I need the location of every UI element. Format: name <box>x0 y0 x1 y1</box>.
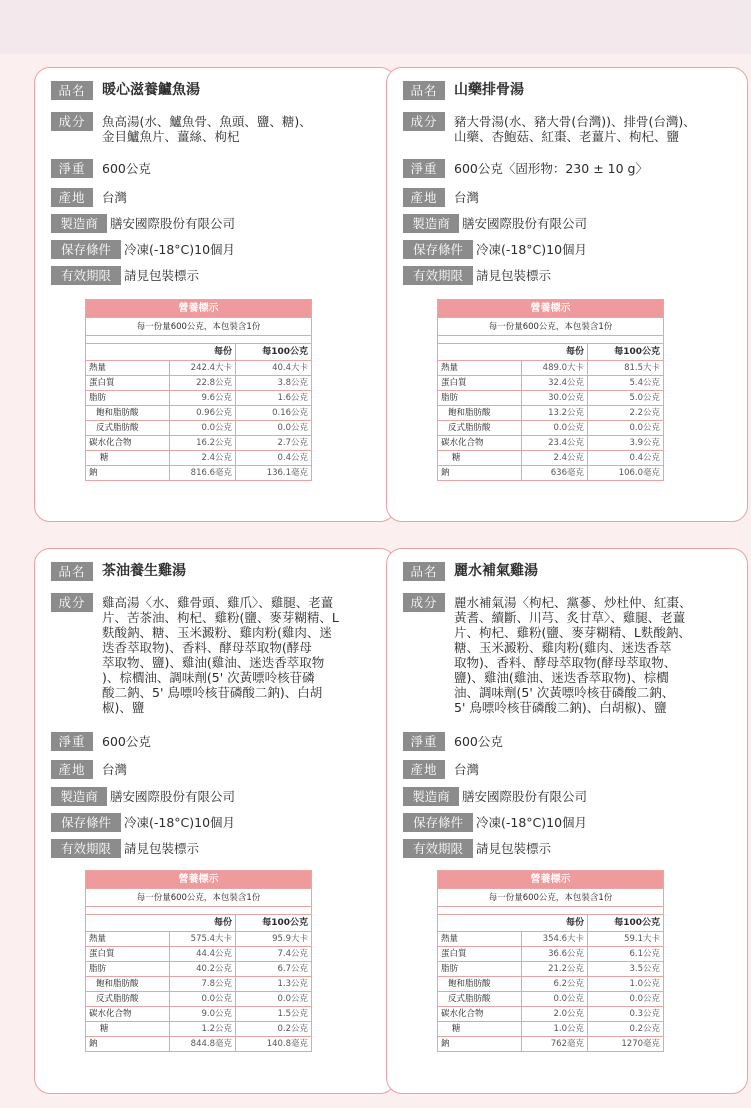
table-row <box>86 932 312 947</box>
per-serving-value: 575.4大卡 <box>170 932 236 947</box>
origin-label: 產地 <box>403 188 445 207</box>
product-name: 暖心滋養鱸魚湯 <box>102 82 200 98</box>
ingredients-label: 成分 <box>403 593 445 612</box>
per-100g-value: 0.0公克 <box>236 421 312 436</box>
table-row <box>86 406 312 421</box>
expiry-value: 請見包裝標示 <box>476 268 552 283</box>
ingredients-line: 糖、玉米澱粉、雞肉粉(雞肉、迷迭香萃 <box>454 640 672 655</box>
nutrient-label: 反式脂肪酸 <box>438 421 522 436</box>
ingredients-label: 成分 <box>51 112 93 131</box>
net-weight-label: 淨重 <box>51 732 93 751</box>
table-row <box>86 466 312 481</box>
per-100g-value: 5.4公克 <box>588 376 664 391</box>
nutrient-label: 蛋白質 <box>86 947 170 962</box>
blank-header <box>86 344 170 361</box>
storage-label: 保存條件 <box>51 240 121 259</box>
net-weight-label: 淨重 <box>51 159 93 178</box>
ingredients-text <box>454 593 692 715</box>
per-serving-header: 每份 <box>522 915 588 932</box>
nutrient-label: 飽和脂肪酸 <box>86 977 170 992</box>
manufacturer-label: 製造商 <box>51 214 107 233</box>
expiry-value: 請見包裝標示 <box>476 841 552 856</box>
blank-header <box>438 915 522 932</box>
per-serving-value: 44.4公克 <box>170 947 236 962</box>
nutrient-label: 鈉 <box>438 466 522 481</box>
per-100g-value: 0.2公克 <box>236 1022 312 1037</box>
product-card-0 <box>34 67 396 522</box>
per-serving-value: 16.2公克 <box>170 436 236 451</box>
nutrient-label: 脂肪 <box>438 962 522 977</box>
nutrient-label: 脂肪 <box>438 391 522 406</box>
ingredients-text <box>102 112 312 144</box>
ingredients-line: 魚高湯(水、鱸魚骨、魚頭、鹽、糖)、 <box>102 114 312 129</box>
nutrient-label: 糖 <box>86 1022 170 1037</box>
per-100g-value: 7.4公克 <box>236 947 312 962</box>
per-serving-value: 0.96公克 <box>170 406 236 421</box>
table-row <box>86 451 312 466</box>
per-serving-value: 2.4公克 <box>522 451 588 466</box>
serving-info: 每一份量600公克，本包裝含1份 <box>86 318 312 336</box>
per-100g-value: 81.5大卡 <box>588 361 664 376</box>
nutrient-label: 飽和脂肪酸 <box>438 406 522 421</box>
net-weight-label: 淨重 <box>403 732 445 751</box>
nutrient-label: 熱量 <box>86 361 170 376</box>
per-serving-value: 7.8公克 <box>170 977 236 992</box>
per-serving-value: 636毫克 <box>522 466 588 481</box>
per-100g-value: 1.0公克 <box>588 977 664 992</box>
per-serving-value: 40.2公克 <box>170 962 236 977</box>
per-serving-value: 21.2公克 <box>522 962 588 977</box>
ingredients-line: 5' 鳥嘌呤核苷磷酸二鈉)、白胡椒)、鹽 <box>454 700 667 715</box>
expiry-label: 有效期限 <box>51 839 121 858</box>
per-serving-value: 23.4公克 <box>522 436 588 451</box>
per-serving-value: 6.2公克 <box>522 977 588 992</box>
ingredients-text <box>454 112 696 144</box>
nutrient-label: 糖 <box>438 451 522 466</box>
per-100g-header: 每100公克 <box>236 344 312 361</box>
product-card-1 <box>386 67 748 522</box>
ingredients-line: 麩酸鈉、糖、玉米澱粉、雞肉粉(雞肉、迷 <box>102 625 332 640</box>
nutrient-label: 糖 <box>438 1022 522 1037</box>
net-weight-label: 淨重 <box>403 159 445 178</box>
per-100g-value: 0.2公克 <box>588 1022 664 1037</box>
nutrient-label: 熱量 <box>86 932 170 947</box>
per-serving-value: 0.0公克 <box>170 421 236 436</box>
ingredients-line: 片、枸杞、雞粉(鹽、麥芽糊精、L麩酸鈉、 <box>454 625 691 640</box>
storage-value: 冷凍(-18°C)10個月 <box>476 815 588 830</box>
nutrient-label: 蛋白質 <box>438 947 522 962</box>
net-weight-value: 600公克 <box>454 734 503 749</box>
table-row <box>86 992 312 1007</box>
per-100g-value: 0.0公克 <box>236 992 312 1007</box>
table-row <box>86 1037 312 1052</box>
nutrient-label: 蛋白質 <box>86 376 170 391</box>
spacer <box>86 336 312 344</box>
origin-label: 產地 <box>403 760 445 779</box>
name-label: 品名 <box>403 562 445 581</box>
top-band <box>0 0 751 54</box>
product-card-2 <box>34 548 396 1094</box>
per-serving-value: 816.6毫克 <box>170 466 236 481</box>
nutrient-label: 碳水化合物 <box>438 1007 522 1022</box>
nutrient-label: 飽和脂肪酸 <box>438 977 522 992</box>
ingredients-line: )、棕櫚油、調味劑(5' 次黃嘌呤核苷磷 <box>102 670 315 685</box>
expiry-label: 有效期限 <box>403 266 473 285</box>
per-serving-value: 762毫克 <box>522 1037 588 1052</box>
nutrition-title: 營養標示 <box>438 871 664 889</box>
table-row <box>438 947 664 962</box>
nutrient-label: 鈉 <box>86 466 170 481</box>
ingredients-line: 麗水補氣湯〈枸杞、黨蔘、炒杜仲、紅棗、 <box>454 595 692 610</box>
per-100g-value: 40.4大卡 <box>236 361 312 376</box>
per-serving-value: 844.8毫克 <box>170 1037 236 1052</box>
per-100g-value: 106.0毫克 <box>588 466 664 481</box>
per-serving-header: 每份 <box>170 344 236 361</box>
per-serving-value: 32.4公克 <box>522 376 588 391</box>
per-100g-value: 1.5公克 <box>236 1007 312 1022</box>
manufacturer-label: 製造商 <box>51 787 107 806</box>
per-100g-value: 3.8公克 <box>236 376 312 391</box>
per-100g-value: 6.1公克 <box>588 947 664 962</box>
nutrient-label: 脂肪 <box>86 391 170 406</box>
table-row <box>438 421 664 436</box>
per-100g-value: 0.0公克 <box>588 992 664 1007</box>
nutrition-title: 營養標示 <box>86 871 312 889</box>
manufacturer-label: 製造商 <box>403 787 459 806</box>
per-100g-value: 1.6公克 <box>236 391 312 406</box>
per-100g-header: 每100公克 <box>236 915 312 932</box>
spacer <box>438 336 664 344</box>
ingredients-line: 片、苦茶油、枸杞、雞粉(鹽、麥芽糊精、L <box>102 610 339 625</box>
ingredients-line: 油、調味劑(5' 次黃嘌呤核苷磷酸二鈉、 <box>454 685 675 700</box>
table-row <box>438 436 664 451</box>
per-100g-value: 136.1毫克 <box>236 466 312 481</box>
origin-value: 台灣 <box>102 762 128 777</box>
table-row <box>86 391 312 406</box>
per-serving-value: 242.4大卡 <box>170 361 236 376</box>
per-100g-value: 0.16公克 <box>236 406 312 421</box>
per-serving-value: 9.0公克 <box>170 1007 236 1022</box>
serving-info: 每一份量600公克，本包裝含1份 <box>438 889 664 907</box>
nutrient-label: 碳水化合物 <box>86 1007 170 1022</box>
table-row <box>86 1022 312 1037</box>
origin-label: 產地 <box>51 760 93 779</box>
origin-value: 台灣 <box>454 762 480 777</box>
ingredients-label: 成分 <box>51 593 93 612</box>
storage-label: 保存條件 <box>403 240 473 259</box>
origin-value: 台灣 <box>454 190 480 205</box>
ingredients-line: 黃耆、續斷、川芎、炙甘草〉、雞腿、老薑 <box>454 610 686 625</box>
per-100g-value: 0.0公克 <box>588 421 664 436</box>
table-row <box>86 376 312 391</box>
ingredients-line: 金目鱸魚片、薑絲、枸杞 <box>102 129 240 144</box>
nutrient-label: 碳水化合物 <box>438 436 522 451</box>
product-name: 山藥排骨湯 <box>454 82 524 98</box>
ingredients-line: 椒)、鹽 <box>102 700 145 715</box>
table-row <box>86 977 312 992</box>
nutrient-label: 反式脂肪酸 <box>438 992 522 1007</box>
per-serving-value: 0.0公克 <box>170 992 236 1007</box>
storage-value: 冷凍(-18°C)10個月 <box>476 242 588 257</box>
ingredients-line: 雞高湯〈水、雞骨頭、雞爪〉、雞腿、老薑 <box>102 595 334 610</box>
table-row <box>86 962 312 977</box>
per-serving-value: 2.0公克 <box>522 1007 588 1022</box>
nutrition-table <box>85 299 312 481</box>
storage-value: 冷凍(-18°C)10個月 <box>124 815 236 830</box>
table-row <box>438 361 664 376</box>
per-100g-header: 每100公克 <box>588 344 664 361</box>
nutrient-label: 糖 <box>86 451 170 466</box>
nutrition-table <box>437 299 664 481</box>
table-row <box>86 436 312 451</box>
name-label: 品名 <box>51 562 93 581</box>
per-serving-value: 22.8公克 <box>170 376 236 391</box>
ingredients-line: 迭香萃取物)、香料、酵母萃取物(酵母 <box>102 640 312 655</box>
nutrient-label: 熱量 <box>438 361 522 376</box>
ingredients-line: 鹽)、雞油(雞油、迷迭香萃取物)、棕櫚 <box>454 670 669 685</box>
product-card-3 <box>386 548 748 1094</box>
blank-header <box>86 915 170 932</box>
table-row <box>86 421 312 436</box>
per-100g-value: 6.7公克 <box>236 962 312 977</box>
product-name: 麗水補氣雞湯 <box>454 563 538 579</box>
per-100g-value: 3.5公克 <box>588 962 664 977</box>
table-row <box>86 361 312 376</box>
serving-info: 每一份量600公克，本包裝含1份 <box>86 889 312 907</box>
per-100g-value: 3.9公克 <box>588 436 664 451</box>
per-100g-value: 1.3公克 <box>236 977 312 992</box>
per-100g-value: 140.8毫克 <box>236 1037 312 1052</box>
table-row <box>438 977 664 992</box>
table-row <box>438 466 664 481</box>
per-100g-value: 95.9大卡 <box>236 932 312 947</box>
spacer <box>438 907 664 915</box>
manufacturer-label: 製造商 <box>403 214 459 233</box>
per-serving-value: 30.0公克 <box>522 391 588 406</box>
table-row <box>438 1007 664 1022</box>
per-100g-value: 0.3公克 <box>588 1007 664 1022</box>
per-100g-header: 每100公克 <box>588 915 664 932</box>
expiry-value: 請見包裝標示 <box>124 268 200 283</box>
blank-header <box>438 344 522 361</box>
serving-info: 每一份量600公克，本包裝含1份 <box>438 318 664 336</box>
table-row <box>438 1037 664 1052</box>
nutrition-title: 營養標示 <box>86 300 312 318</box>
per-100g-value: 2.2公克 <box>588 406 664 421</box>
table-row <box>438 932 664 947</box>
manufacturer-value: 膳安國際股份有限公司 <box>462 216 588 231</box>
manufacturer-value: 膳安國際股份有限公司 <box>110 789 236 804</box>
origin-label: 產地 <box>51 188 93 207</box>
spacer <box>86 907 312 915</box>
table-row <box>438 376 664 391</box>
nutrition-table <box>437 870 664 1052</box>
expiry-label: 有效期限 <box>51 266 121 285</box>
nutrient-label: 反式脂肪酸 <box>86 992 170 1007</box>
net-weight-value: 600公克〈固形物：230 ± 10 g〉 <box>454 161 648 176</box>
ingredients-line: 山藥、杏鮑菇、紅棗、老薑片、枸杞、鹽 <box>454 129 680 144</box>
ingredients-line: 取物)、香料、酵母萃取物(酵母萃取物、 <box>454 655 677 670</box>
per-serving-header: 每份 <box>522 344 588 361</box>
nutrient-label: 飽和脂肪酸 <box>86 406 170 421</box>
per-serving-value: 2.4公克 <box>170 451 236 466</box>
table-row <box>438 1022 664 1037</box>
origin-value: 台灣 <box>102 190 128 205</box>
table-row <box>438 962 664 977</box>
manufacturer-value: 膳安國際股份有限公司 <box>462 789 588 804</box>
table-row <box>438 391 664 406</box>
ingredients-line: 豬大骨湯(水、豬大骨(台灣))、排骨(台灣)、 <box>454 114 696 129</box>
expiry-value: 請見包裝標示 <box>124 841 200 856</box>
per-100g-value: 5.0公克 <box>588 391 664 406</box>
nutrient-label: 熱量 <box>438 932 522 947</box>
net-weight-value: 600公克 <box>102 161 151 176</box>
per-100g-value: 59.1大卡 <box>588 932 664 947</box>
storage-label: 保存條件 <box>51 813 121 832</box>
nutrient-label: 蛋白質 <box>438 376 522 391</box>
nutrition-title: 營養標示 <box>438 300 664 318</box>
name-label: 品名 <box>51 81 93 100</box>
table-row <box>438 406 664 421</box>
per-serving-value: 1.2公克 <box>170 1022 236 1037</box>
nutrient-label: 反式脂肪酸 <box>86 421 170 436</box>
name-label: 品名 <box>403 81 445 100</box>
per-serving-value: 36.6公克 <box>522 947 588 962</box>
nutrition-table <box>85 870 312 1052</box>
per-100g-value: 1270毫克 <box>588 1037 664 1052</box>
per-100g-value: 0.4公克 <box>588 451 664 466</box>
table-row <box>438 992 664 1007</box>
per-100g-value: 2.7公克 <box>236 436 312 451</box>
ingredients-line: 酸二鈉、5' 鳥嘌呤核苷磷酸二鈉)、白胡 <box>102 685 323 700</box>
nutrient-label: 鈉 <box>86 1037 170 1052</box>
nutrient-label: 脂肪 <box>86 962 170 977</box>
nutrient-label: 碳水化合物 <box>86 436 170 451</box>
table-row <box>86 1007 312 1022</box>
per-serving-header: 每份 <box>170 915 236 932</box>
per-100g-value: 0.4公克 <box>236 451 312 466</box>
per-serving-value: 1.0公克 <box>522 1022 588 1037</box>
ingredients-line: 萃取物、鹽)、雞油(雞油、迷迭香萃取物 <box>102 655 325 670</box>
per-serving-value: 0.0公克 <box>522 992 588 1007</box>
storage-label: 保存條件 <box>403 813 473 832</box>
per-serving-value: 489.0大卡 <box>522 361 588 376</box>
ingredients-text <box>102 593 339 715</box>
ingredients-label: 成分 <box>403 112 445 131</box>
expiry-label: 有效期限 <box>403 839 473 858</box>
per-serving-value: 0.0公克 <box>522 421 588 436</box>
nutrient-label: 鈉 <box>438 1037 522 1052</box>
manufacturer-value: 膳安國際股份有限公司 <box>110 216 236 231</box>
per-serving-value: 13.2公克 <box>522 406 588 421</box>
per-serving-value: 9.6公克 <box>170 391 236 406</box>
product-name: 茶油養生雞湯 <box>102 563 186 579</box>
storage-value: 冷凍(-18°C)10個月 <box>124 242 236 257</box>
table-row <box>86 947 312 962</box>
table-row <box>438 451 664 466</box>
per-serving-value: 354.6大卡 <box>522 932 588 947</box>
net-weight-value: 600公克 <box>102 734 151 749</box>
